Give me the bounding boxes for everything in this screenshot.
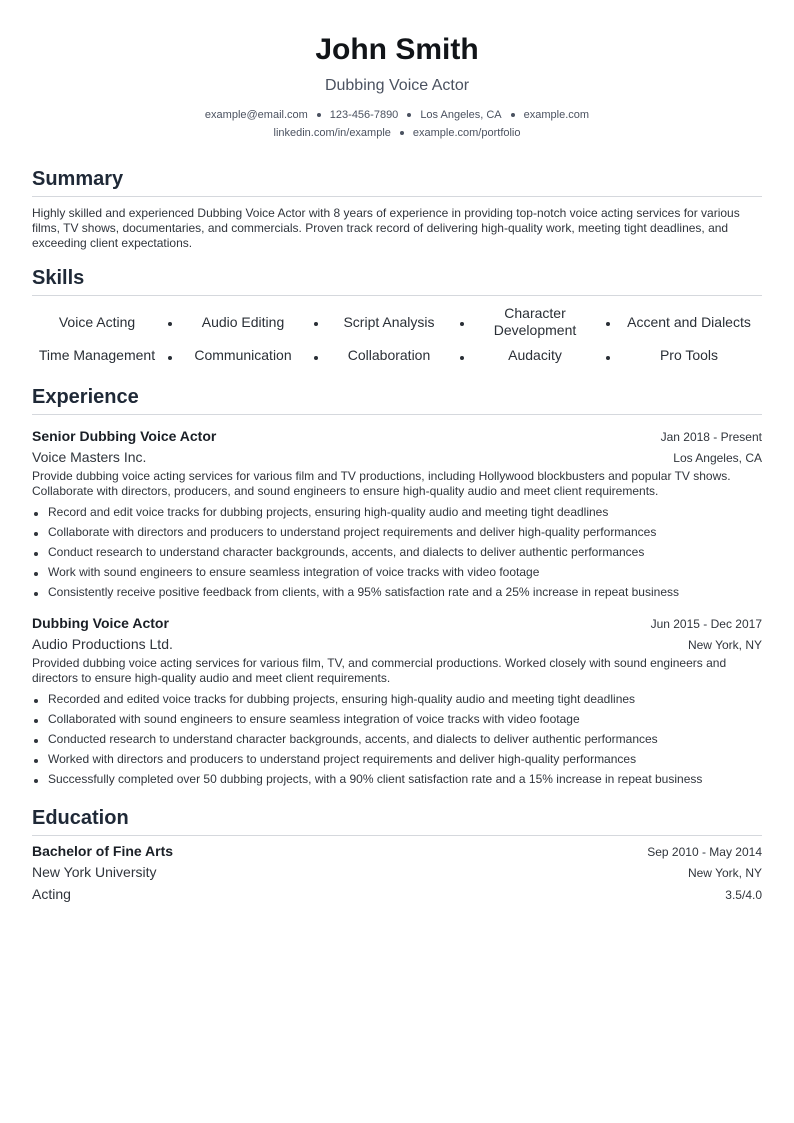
job-dates: Jun 2015 - Dec 2017 [650, 617, 762, 631]
job-description: Provided dubbing voice acting services for various film, TV, and commercial productions. Worked closely with sound engineers and directors to ensure high-quality audio and meet client requirements. [32, 656, 727, 685]
skill-separator [308, 305, 324, 339]
job-company: Voice Masters Inc. [32, 449, 147, 465]
skill-item: Audio Editing [201, 313, 285, 330]
list-item: Record and edit voice tracks for dubbing projects, ensuring high-quality audio and meeting tight deadlines [32, 502, 762, 522]
list-item: Work with sound engineers to ensure seamless integration of voice tracks with video footage [32, 562, 762, 582]
job-title: Dubbing Voice Actor [32, 615, 169, 631]
skill-separator [454, 343, 470, 368]
experience-heading: Experience [32, 384, 762, 415]
skill-item: Voice Acting [58, 313, 136, 330]
candidate-title: Dubbing Voice Actor [324, 77, 470, 94]
summary-heading: Summary [32, 166, 762, 197]
skill-item: Communication [194, 347, 292, 363]
summary-section [32, 166, 762, 251]
job-bullets [32, 502, 762, 602]
skill-separator [162, 343, 178, 368]
contact-website[interactable]: example.com [523, 109, 590, 121]
contact-linkedin[interactable]: linkedin.com/in/example [273, 127, 391, 139]
job-location: Los Angeles, CA [673, 451, 762, 465]
contact-portfolio[interactable]: example.com/portfolio [412, 127, 521, 139]
contact-line-secondary [32, 124, 762, 142]
skill-item: Script Analysis [343, 313, 435, 330]
skill-item: Pro Tools [659, 347, 719, 363]
separator-dot [317, 113, 321, 117]
summary-text: Highly skilled and experienced Dubbing Voice Actor with 8 years of experience in providing top-notch voice acting services for various films, TV shows, documentaries, and commercials. Proven track record of delivering high-quality work, meeting tight deadlines, and exceeding client expectations. [32, 206, 740, 250]
candidate-name: John Smith [315, 33, 479, 66]
list-item: Collaborated with sound engineers to ensure seamless integration of voice tracks with video footage [32, 709, 762, 729]
skill-separator [454, 305, 470, 339]
school-name: New York University [32, 864, 157, 880]
skill-item: Time Management [38, 347, 156, 363]
skill-separator [600, 343, 616, 368]
skill-separator [162, 305, 178, 339]
list-item: Worked with directors and producers to understand project requirements and deliver high-quality performances [32, 749, 762, 769]
gpa: 3.5/4.0 [725, 888, 762, 902]
skill-item: Character Development [493, 305, 577, 338]
separator-dot [511, 113, 515, 117]
education-heading: Education [32, 805, 762, 836]
education-dates: Sep 2010 - May 2014 [647, 845, 762, 859]
skills-section [32, 265, 762, 368]
skill-item: Collaboration [347, 347, 431, 363]
list-item: Conduct research to understand character backgrounds, accents, and dialects to deliver authentic performances [32, 542, 762, 562]
resume-header [32, 0, 762, 142]
skills-grid [32, 305, 762, 368]
list-item: Successfully completed over 50 dubbing projects, with a 90% client satisfaction rate and a 15% increase in repeat business [32, 769, 762, 789]
list-item: Collaborate with directors and producers to understand project requirements and deliver high-quality performances [32, 522, 762, 542]
degree-title: Bachelor of Fine Arts [32, 843, 174, 859]
skills-heading: Skills [32, 265, 762, 296]
field-of-study: Acting [32, 886, 71, 902]
contact-email[interactable]: example@email.com [204, 109, 308, 121]
job-bullets [32, 689, 762, 789]
skill-separator [308, 343, 324, 368]
separator-dot [407, 113, 411, 117]
separator-dot [400, 131, 404, 135]
list-item: Conducted research to understand character backgrounds, accents, and dialects to deliver authentic performances [32, 729, 762, 749]
contact-line-primary [32, 106, 762, 124]
school-location: New York, NY [687, 866, 762, 880]
job-location: New York, NY [687, 638, 762, 652]
experience-section [32, 384, 762, 789]
job-dates: Jan 2018 - Present [660, 430, 762, 444]
job-company: Audio Productions Ltd. [32, 636, 173, 652]
education-section [32, 805, 762, 906]
contact-location: Los Angeles, CA [420, 109, 502, 121]
job-description: Provide dubbing voice acting services for various film and TV productions, including Hollywood blockbusters and popular TV shows. Collaborate with directors, producers, and sound engineers to ensure high-quality audio and meet client requirements. [32, 469, 731, 498]
skill-item: Audacity [508, 347, 562, 363]
job-entry [32, 614, 762, 789]
contact-phone[interactable]: 123-456-7890 [329, 109, 399, 121]
job-title: Senior Dubbing Voice Actor [32, 428, 217, 444]
list-item: Consistently receive positive feedback from clients, with a 95% satisfaction rate and a 25% increase in repeat business [32, 582, 762, 602]
list-item: Recorded and edited voice tracks for dubbing projects, ensuring high-quality audio and meeting tight deadlines [32, 689, 762, 709]
job-entry [32, 427, 762, 602]
skill-separator [600, 305, 616, 339]
skill-item: Accent and Dialects [627, 313, 751, 330]
